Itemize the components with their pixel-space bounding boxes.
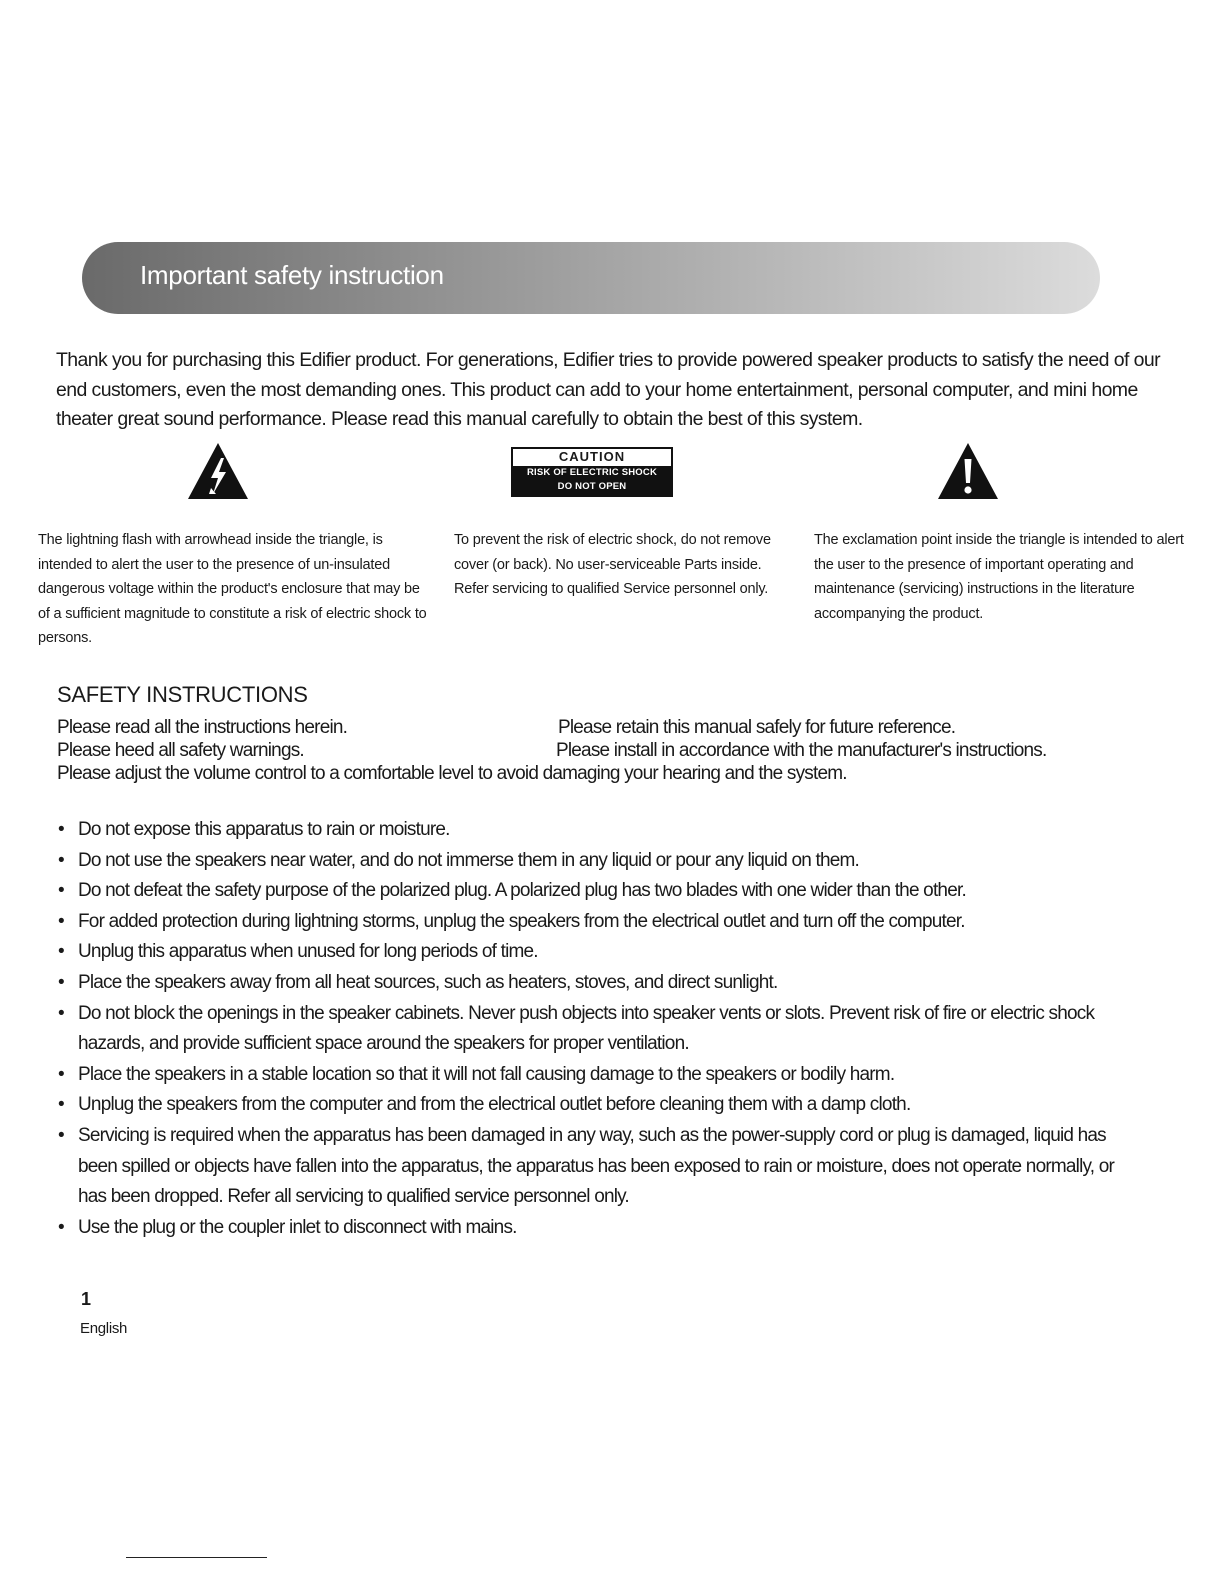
instruction-install: Please install in accordance with the manufacturer's instructions.: [556, 740, 1047, 761]
list-item: • Place the speakers away from all heat sources, such as heaters, stoves, and direct sunlight.: [56, 968, 1116, 999]
lightning-description: The lightning flash with arrowhead inside the triangle, is intended to alert the user to the presence of un-insulated dangerous voltage within the product's enclosure that may be of a sufficient magnitude to constitute a risk of electric shock to persons.: [38, 532, 427, 646]
list-item: • Use the plug or the coupler inlet to disconnect with mains.: [56, 1213, 1116, 1244]
caution-title: CAUTION: [558, 449, 626, 464]
caution-line-2: DO NOT OPEN: [557, 480, 627, 492]
list-item: • Do not defeat the safety purpose of the polarized plug. A polarized plug has two blades with one wider than the other.: [56, 876, 1116, 907]
caution-description: To prevent the risk of electric shock, do not remove cover (or back). No user-serviceable Parts inside. Refer servicing to qualified Service personnel only.: [454, 532, 771, 597]
list-item: • For added protection during lightning storms, unplug the speakers from the electrical outlet and turn off the computer.: [56, 907, 1116, 938]
safety-bullet-list: [56, 815, 1116, 1243]
list-item: • Unplug this apparatus when unused for long periods of time.: [56, 937, 1116, 968]
list-item: • Unplug the speakers from the computer and from the electrical outlet before cleaning them with a damp cloth.: [56, 1090, 1116, 1121]
language-label: English: [80, 1320, 128, 1337]
intro-paragraph: Thank you for purchasing this Edifier product. For generations, Edifier tries to provide powered speaker products to satisfy the need of our end customers, even the most demanding ones. This product can add to your home entertainment, personal computer, and mini home theater great sound performance. Please read this manual carefully to obtain the best of this system.: [56, 349, 1160, 430]
list-item: • Do not expose this apparatus to rain or moisture.: [56, 815, 1116, 846]
exclamation-triangle-icon: [937, 442, 999, 500]
instruction-volume: Please adjust the volume control to a comfortable level to avoid damaging your hearing and the system.: [57, 763, 847, 784]
instruction-read-all: Please read all the instructions herein.: [57, 717, 348, 738]
list-item: • Do not block the openings in the speaker cabinets. Never push objects into speaker vents or slots. Prevent risk of fire or electric shock hazards, and provide sufficient space around the speakers for proper ventilation.: [56, 999, 1116, 1060]
list-item: • Do not use the speakers near water, and do not immerse them in any liquid or pour any liquid on them.: [56, 846, 1116, 877]
page-number: 1: [81, 1289, 92, 1309]
section-banner: [82, 242, 1100, 314]
lightning-triangle-icon: [187, 442, 249, 500]
exclamation-description: The exclamation point inside the triangle is intended to alert the user to the presence of important operating and maintenance (servicing) instructions in the literature accompanying the product.: [814, 532, 1184, 622]
list-item: • Place the speakers in a stable location so that it will not fall causing damage to the speakers or bodily harm.: [56, 1060, 1116, 1091]
caution-warning-band: [513, 466, 671, 495]
instruction-retain-manual: Please retain this manual safely for future reference.: [558, 717, 956, 738]
safety-instructions-heading: SAFETY INSTRUCTIONS: [57, 682, 308, 707]
instruction-heed-warnings: Please heed all safety warnings.: [57, 740, 304, 761]
caution-line-1: RISK OF ELECTRIC SHOCK: [526, 467, 657, 478]
caution-label: [511, 447, 673, 497]
list-item: • Servicing is required when the apparatus has been damaged in any way, such as the power-supply cord or plug is damaged, liquid has been spilled or objects have fallen into the apparatus, the apparatus has been exposed to rain or moisture, does not operate normally, or has been dropped. Refer all servicing to qualified service personnel only.: [56, 1121, 1116, 1213]
banner-title: Important safety instruction: [140, 260, 444, 290]
footer-rule: [126, 1557, 267, 1558]
